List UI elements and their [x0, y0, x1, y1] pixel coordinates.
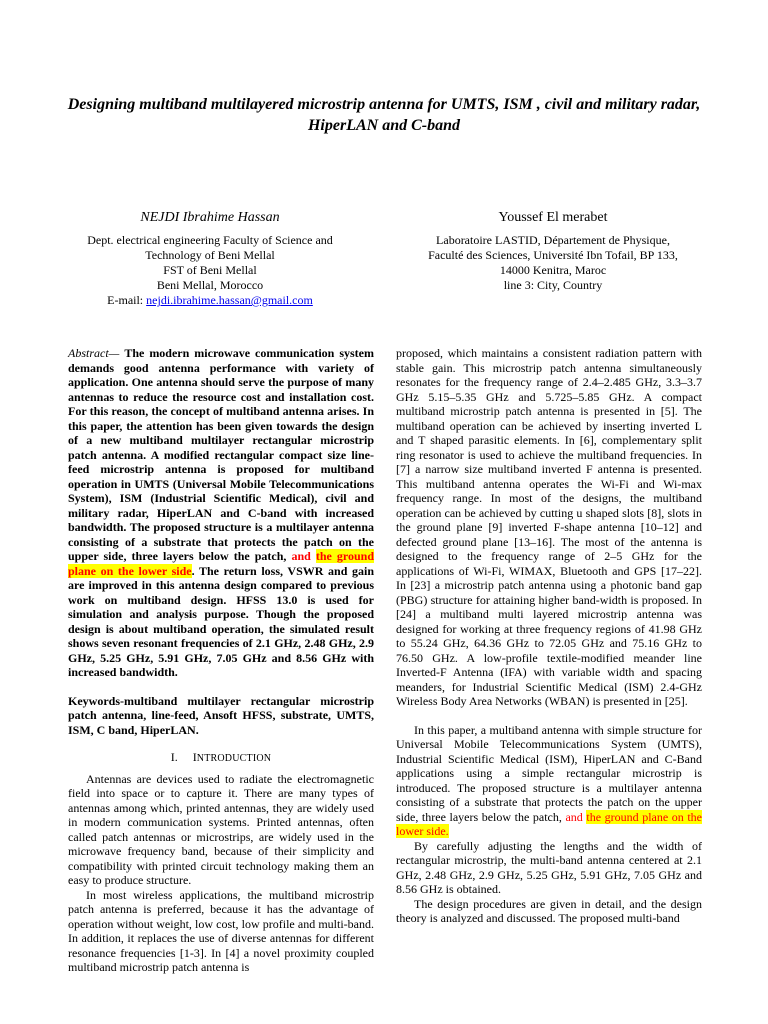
author-affiliation-line: FST of Beni Mellal — [163, 263, 257, 277]
paragraph — [396, 723, 702, 839]
email-label: E-mail: — [107, 293, 147, 307]
author-affiliation-line: Faculté des Sciences, Université Ibn Tofail, BP 133, — [428, 248, 678, 262]
paragraph: Antennas are devices used to radiate the electromagnetic field into space or to capture it. There are many types of antennas among which, printed antennas, they are widely used in modern communication systems. Printed antennas, often called patch antennas or microstrips, are widely used in the microwave frequency band, because of their simplicity and compatibility with printed circuit technology making them an easy to produce structure. — [68, 771, 374, 887]
abstract-label: Abstract — [68, 346, 109, 360]
paragraph-text: In this paper, a multiband antenna with simple structure for Universal Mobile Telecommunications System (UMTS), Industrial Scientific Medical (ISM), HiperLAN and C-Band applications using a simple rectangular microstrip is introduced. The proposed structure is a multilayer antenna consisting of a substrate that protects the patch on the upper side, three layers below the patch, — [396, 722, 702, 824]
abstract-text-end: . The return loss, VSWR and gain are improved in this antenna design compared to previous work on multiband design. HFSS 13.0 is used for simulation and analysis purpose. Though the proposed design is about multiband operation, the simulated result shows seven resonant frequencies of 2.1 GHz, 2.48 GHz, 2.9 GHz, 5.25 GHz, 5.91 GHz, 7.05 GHz and 8.56 GHz with increased bandwidth. — [68, 563, 374, 679]
author-affiliation-line: Dept. electrical engineering Faculty of Science and — [87, 233, 333, 247]
paragraph: The design procedures are given in detail, and the design theory is analyzed and discussed. The proposed multi-band — [396, 896, 702, 925]
right-column — [396, 346, 702, 926]
author-affiliation-line: 14000 Kenitra, Maroc — [499, 263, 607, 277]
paragraph-red-text: and — [565, 809, 587, 824]
abstract-red-text: and — [291, 549, 316, 563]
author-block-2 — [400, 209, 706, 293]
section-title-initial: I — [192, 750, 197, 764]
abstract-text: The modern microwave communication system demands good antenna performance with variety of application. One antenna should serve the purpose of many antennas to reduce the resource cost and installation cost. For this reason, the concept of multiband antenna arises. In this paper, the attention has been given towards the design of a new multiband multilayer rectangular microstrip patch antenna. A modified rectangular compact size line-feed microstrip antenna is proposed for multiband operation in UMTS (Universal Mobile Telecommunications System), ISM (Industrial Scientific Medical), civil and military radar, HiperLAN and C-band with increased bandwidth. The proposed structure is a multilayer antenna consisting of a substrate that protects the patch on the upper side, three layers below the patch, — [68, 346, 374, 563]
section-numeral: I. — [170, 750, 178, 764]
author-name: NEJDI Ibrahime Hassan — [140, 210, 280, 225]
author-block-1 — [60, 209, 360, 308]
paragraph: By carefully adjusting the lengths and the width of rectangular microstrip, the multi-band antenna centered at 2.1 GHz, 2.48 GHz, 2.9 GHz, 5.25 GHz, 5.91 GHz, 7.05 GHz and 8.56 GHz is obtained. — [396, 838, 702, 896]
section-heading-introduction — [68, 750, 374, 767]
paper-title: Designing multiband multilayered microstrip antenna for UMTS, ISM , civil and military radar, HiperLAN and C-band — [67, 96, 701, 134]
author-affiliation-line: line 3: City, Country — [503, 278, 603, 292]
email-link[interactable]: nejdi.ibrahime.hassan@gmail.com — [146, 293, 313, 307]
author-affiliation-line: Laboratoire LASTID, Département de Physique, — [436, 233, 670, 247]
left-column — [68, 346, 374, 975]
abstract-highlight: the ground plane on the lower side — [68, 549, 374, 578]
paragraph-highlight: the ground plane on the lower side. — [396, 809, 703, 838]
abstract-dash: — — [108, 346, 125, 360]
keywords: Keywords-multiband multilayer rectangular microstrip patch antenna, line-feed, Ansoft HFSS, substrate, UMTS, ISM, C band, HiperLAN. — [68, 693, 374, 737]
author-affiliation-line: Beni Mellal, Morocco — [156, 278, 264, 292]
section-title-rest: NTRODUCTION — [196, 753, 272, 764]
paragraph: proposed, which maintains a consistent radiation pattern with stable gain. This microstrip patch antenna simultaneously resonates for the frequency range of 2.4–2.485 GHz, 3.3–3.7 GHz 5.15–5.35 GHz and 5.725–5.85 GHz. A compact multiband microstrip patch antenna is presented in [5]. The multiband operation can be achieved by inserting inverted L and T shaped parasitic elements. In [6], complementary split ring resonator is used to achieve the multiband frequencies. In [7] a narrow size multiband inverted F antenna is presented. This multiband antenna operates the Wi-Fi and Wi-max frequency range. In most of the designs, the multiband operation can be achieved by cutting u shaped slots [8], slots in the ground plane [9] inverted F-shape antenna [10–12] and defected ground plane [13–16]. The most of the antenna is designed to the frequency range of 2–5 GHz for the applications of Wi-Fi, WIMAX, Bluetooth and GPS [17–22]. In [23] a microstrip patch antenna using a photonic band gap (PBG) structure for attaining higher band-width is proposed. In [24] a multiband multi layered microstrip antenna was designed for working at three frequency regions of 41.98 GHz to 55.24 GHz, 64.36 GHz to 72.05 GHz and 75.16 GHz to 76.50 GHz. A low-profile textile-modified meander line Inverted-F Antenna (IFA) with variable width and spacing meanders, for Industrial Scientific Medical (ISM) 2.4-GHz Wireless Body Area Networks (WBAN) is presented in [25]. — [396, 346, 702, 708]
author-name: Youssef El merabet — [498, 210, 608, 225]
abstract — [68, 346, 374, 680]
paragraph: In most wireless applications, the multiband microstrip patch antenna is preferred, because it has the advantage of operation without weight, low cost, low profile and multi-band. In addition, it replaces the use of diverse antennas for different resonance frequencies [1-3]. In [4] a novel proximity coupled multiband microstrip patch antenna is — [68, 887, 374, 974]
author-email-line — [60, 293, 360, 308]
author-affiliation-line: Technology of Beni Mellal — [145, 248, 275, 262]
